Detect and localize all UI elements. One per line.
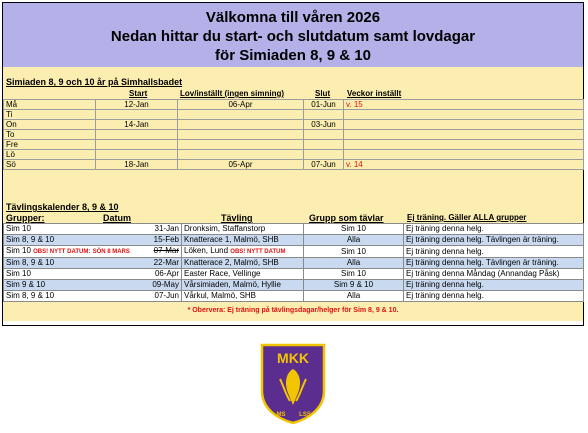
col-lov: Lov/inställt (ingen simning): [180, 89, 284, 98]
schedule-row: [4, 100, 584, 110]
grupper-datum-cell: [4, 258, 182, 269]
schedule-row: [4, 160, 584, 170]
tavling-cell: Vårkul, Malmö, SHB: [182, 291, 304, 302]
datum-text: 22-Mar: [153, 258, 179, 267]
grupp-cell: Alla: [304, 258, 404, 269]
competition-row: [4, 280, 584, 291]
header: [3, 3, 583, 67]
col-slut: Slut: [315, 89, 331, 98]
ej-cell: Ej träning denna helg. Tävlingen är träning.: [404, 235, 584, 246]
day-cell: On: [4, 120, 96, 130]
competitions-title: Tävlingskalender 8, 9 & 10: [6, 202, 119, 212]
lov-cell: 06-Apr: [178, 100, 304, 110]
grupp-cell: Sim 10: [304, 246, 404, 258]
tavling-cell: Vårsimiaden, Malmö, Hyllie: [182, 280, 304, 291]
grupper-text: Sim 10: [6, 246, 31, 255]
tavling-cell: Knatterace 2, Malmö, SHB: [182, 258, 304, 269]
ej-cell: Ej träning denna helg.: [404, 246, 584, 258]
schedule-table: [3, 99, 584, 170]
col-start: Start: [129, 89, 148, 98]
schedule-row: [4, 110, 584, 120]
veckor-cell: [344, 110, 584, 120]
tavling-cell: Dronksim, Staffanstorp: [182, 224, 304, 235]
day-cell: Ti: [4, 110, 96, 120]
datum-text: 31-Jan: [154, 224, 179, 233]
veckor-cell: v. 15: [344, 100, 584, 110]
col-tavling: Tävling: [221, 213, 253, 223]
sheet: [2, 2, 584, 326]
competition-row: [4, 235, 584, 246]
obs-new-date-note-2: OBS! NYTT DATUM: [230, 249, 286, 255]
grupp-cell: Sim 9 & 10: [304, 280, 404, 291]
grupper-text: Sim 9 & 10: [6, 280, 46, 289]
col-datum: Datum: [103, 213, 132, 223]
ej-cell: Ej träning denna helg.: [404, 280, 584, 291]
grupper-datum-cell: [4, 291, 182, 302]
col-ej: Ej träning. Gäller ALLA grupper: [407, 213, 527, 222]
col-grupper: Grupper:: [6, 213, 45, 223]
grupper-datum-cell: [4, 269, 182, 280]
datum-text: 09-May: [152, 280, 179, 289]
tavling-text: Löken, Lund: [184, 246, 229, 255]
logo-text: MKK: [277, 350, 309, 366]
schedule-title: Simiaden 8, 9 och 10 år på Simhallsbadet: [6, 77, 183, 87]
grupper-datum-cell: [4, 224, 182, 235]
grupper-text: Sim 8, 9 & 10: [6, 291, 55, 300]
lov-cell: 05-Apr: [178, 160, 304, 170]
slut-cell: 01-Jun: [304, 100, 344, 110]
competition-row: [4, 291, 584, 302]
tavling-cell: [182, 246, 304, 258]
day-cell: Fre: [4, 140, 96, 150]
slut-cell: 03-Jun: [304, 120, 344, 130]
slut-cell: [304, 130, 344, 140]
datum-text: 06-Apr: [154, 269, 179, 278]
logo-right-text: LSS: [299, 412, 311, 418]
col-veckor: Veckor inställt: [347, 89, 402, 98]
slut-cell: [304, 110, 344, 120]
veckor-cell: [344, 130, 584, 140]
ej-cell: Ej träning denna helg.: [404, 224, 584, 235]
ej-cell: Ej träning denna helg.: [404, 291, 584, 302]
lov-cell: [178, 150, 304, 160]
day-cell: Sö: [4, 160, 96, 170]
grupper-datum-cell: [4, 235, 182, 246]
datum-text: 07-Jun: [154, 291, 179, 300]
competition-row: [4, 258, 584, 269]
slut-cell: [304, 150, 344, 160]
start-cell: [96, 150, 178, 160]
footnote: * Obervera: Ej träning på tävlingsdagar/helger för Sim 8, 9 & 10.: [187, 307, 399, 314]
grupp-cell: Sim 10: [304, 269, 404, 280]
col-grupp: Grupp som tävlar: [309, 213, 384, 223]
obs-new-date-value: SÖN 8 MARS: [92, 249, 130, 255]
grupper-text: Sim 8, 9 & 10: [6, 235, 55, 244]
schedule-row: [4, 140, 584, 150]
lov-cell: [178, 140, 304, 150]
veckor-cell: v. 14: [344, 160, 584, 170]
header-line2: Nedan hittar du start- och slutdatum samt lovdagar: [110, 28, 476, 45]
start-cell: [96, 140, 178, 150]
grupper-text: Sim 10: [6, 224, 31, 233]
ej-cell: Ej träning denna helg. Tävlingen är träning.: [404, 258, 584, 269]
grupper-text: Sim 10: [6, 269, 31, 278]
schedule-row: [4, 130, 584, 140]
grupper-datum-cell: [4, 280, 182, 291]
header-line1: Välkomna till våren 2026: [205, 9, 381, 26]
grupp-cell: Sim 10: [304, 224, 404, 235]
tavling-cell: Easter Race, Vellinge: [182, 269, 304, 280]
slut-cell: [304, 140, 344, 150]
lov-cell: [178, 130, 304, 140]
lov-cell: [178, 110, 304, 120]
start-cell: 18-Jan: [96, 160, 178, 170]
lov-cell: [178, 120, 304, 130]
club-logo: [258, 343, 328, 430]
ej-cell: Ej träning denna Måndag (Annandag Påsk): [404, 269, 584, 280]
veckor-cell: [344, 150, 584, 160]
day-cell: Må: [4, 100, 96, 110]
grupper-text: Sim 8, 9 & 10: [6, 258, 55, 267]
veckor-cell: [344, 140, 584, 150]
schedule-row: [4, 150, 584, 160]
competitions-table: [3, 223, 584, 302]
competition-row: [4, 246, 584, 258]
slut-cell: 07-Jun: [304, 160, 344, 170]
datum-text: 15-Feb: [153, 235, 179, 244]
veckor-cell: [344, 120, 584, 130]
start-cell: [96, 130, 178, 140]
grupper-datum-cell: [4, 246, 182, 258]
datum-text: 07-Mar: [153, 246, 179, 255]
schedule-row: [4, 120, 584, 130]
competition-row: [4, 224, 584, 235]
start-cell: 14-Jan: [96, 120, 178, 130]
competition-row: [4, 269, 584, 280]
shield-emblem-icon: [258, 343, 328, 425]
start-cell: 12-Jan: [96, 100, 178, 110]
header-line3: för Simiaden 8, 9 & 10: [215, 47, 371, 64]
day-cell: Lö: [4, 150, 96, 160]
obs-new-date-note: OBS! NYTT DATUM:: [33, 249, 91, 255]
grupp-cell: Alla: [304, 291, 404, 302]
day-cell: To: [4, 130, 96, 140]
start-cell: [96, 110, 178, 120]
logo-left-text: MS: [276, 412, 286, 418]
tavling-cell: Knatterace 1, Malmö, SHB: [182, 235, 304, 246]
grupp-cell: Alla: [304, 235, 404, 246]
